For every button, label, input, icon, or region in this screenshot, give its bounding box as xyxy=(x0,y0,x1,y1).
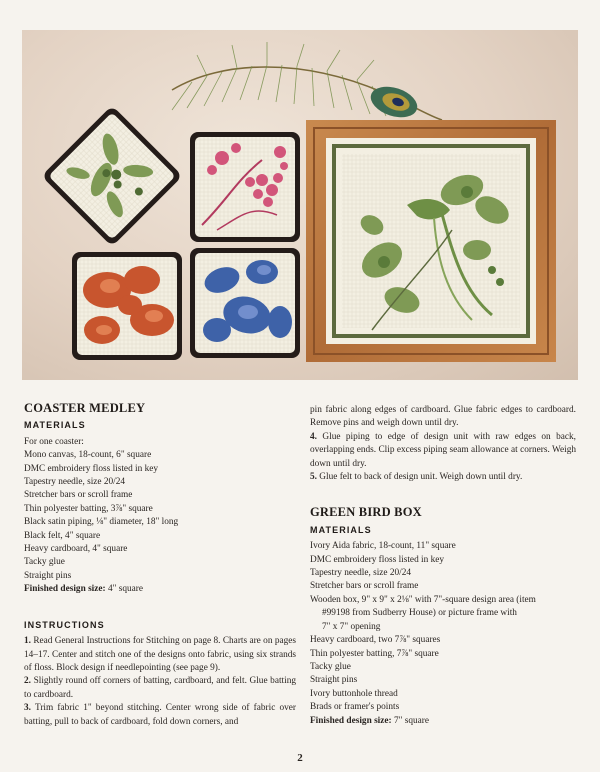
framed-green-bird xyxy=(306,120,556,362)
material-item: Tacky glue xyxy=(24,557,65,568)
instruction-step xyxy=(310,431,576,471)
step-number: 4. xyxy=(310,431,317,442)
green-bird-box-title: GREEN BIRD BOX xyxy=(310,505,422,520)
instruction-continuation: pin fabric along edges of cardboard. Glue fabric edges to cardboard. Remove pins and weigh down until dry. xyxy=(310,405,576,429)
step-text: Read General Instructions for Stitching on page 8. Charts are on pages 14–17. Center and stitch one of the designs onto fabric, using six strands of floss. Block design if needlepointing (see page 9). xyxy=(24,636,296,673)
material-item: DMC embroidery floss listed in key xyxy=(24,463,159,474)
material-item: Ivory buttonhole thread xyxy=(310,688,398,699)
material-item: Ivory Aida fabric, 18-count, 11" square xyxy=(310,541,456,552)
peacock-feather-illustration xyxy=(172,42,442,123)
material-item: Straight pins xyxy=(310,675,358,686)
coaster-pink-flowers xyxy=(190,132,300,242)
material-item: Stretcher bars or scroll frame xyxy=(24,490,133,501)
bird-finished-size xyxy=(310,715,576,728)
material-item: Tapestry needle, size 20/24 xyxy=(24,477,126,488)
step-number: 3. xyxy=(24,703,31,714)
step-number: 5. xyxy=(310,472,317,483)
material-item: Tapestry needle, size 20/24 xyxy=(310,568,412,579)
material-item: Mono canvas, 18-count, 6" square xyxy=(24,450,152,461)
material-item: Tacky glue xyxy=(310,661,351,672)
material-item: Brads or framer's points xyxy=(310,702,400,713)
instruction-step xyxy=(310,471,576,484)
instruction-step xyxy=(24,702,296,729)
material-item: Stretcher bars or scroll frame xyxy=(310,581,419,592)
material-item: Black satin piping, ⅛" diameter, 18" long xyxy=(24,517,179,528)
material-item: #99198 from Sudberry House) or picture frame with xyxy=(322,608,517,619)
bird-materials-list xyxy=(310,540,576,728)
coaster-orange-flowers xyxy=(72,252,182,360)
coaster-green-leaves xyxy=(41,105,182,246)
green-bird-section xyxy=(310,404,576,728)
material-item: Heavy cardboard, two 7⅞" squares xyxy=(310,635,441,646)
material-item: Straight pins xyxy=(24,570,72,581)
coaster-materials-list xyxy=(24,436,296,597)
instruction-step xyxy=(24,675,296,702)
step-number: 2. xyxy=(24,676,31,687)
finished-size-label: Finished design size: xyxy=(310,715,392,726)
material-item: Thin polyester batting, 7⅞" square xyxy=(310,648,439,659)
bird-materials-heading: MATERIALS xyxy=(310,524,372,535)
step-text: Slightly round off corners of batting, cardboard, and felt. Glue batting to cardboard. xyxy=(24,676,296,700)
coaster-materials-heading: MATERIALS xyxy=(24,420,86,431)
coaster-finished-size xyxy=(24,583,296,596)
finished-size-label: Finished design size: xyxy=(24,584,106,595)
finished-size-value: 4" square xyxy=(105,584,143,595)
project-photo-illustration xyxy=(22,30,578,380)
finished-size-value: 7" square xyxy=(391,715,429,726)
instructions-heading: INSTRUCTIONS xyxy=(24,619,105,630)
coaster-blue-flowers xyxy=(190,248,300,358)
material-item: DMC embroidery floss listed in key xyxy=(310,554,445,565)
coaster-medley-title: COASTER MEDLEY xyxy=(24,401,146,415)
project-photo xyxy=(22,30,578,380)
material-item: 7" x 7" opening xyxy=(322,621,381,632)
instruction-step xyxy=(24,635,296,675)
step-text: Glue piping to edge of design unit with raw edges on back, overlapping ends. Clip excess piping seam allowance at corners. Weigh down until dry. xyxy=(310,431,576,469)
step-text: Glue felt to back of design unit. Weigh down until dry. xyxy=(316,472,523,483)
material-item: For one coaster: xyxy=(24,436,84,447)
material-item: Wooden box, 9" x 9" x 2⅛" with 7"-square design area (item xyxy=(310,594,536,605)
material-item: Heavy cardboard, 4" square xyxy=(24,544,128,555)
step-number: 1. xyxy=(24,636,31,647)
coaster-medley-section xyxy=(24,402,296,729)
material-item: Thin polyester batting, 3⅞" square xyxy=(24,503,153,514)
material-item: Black felt, 4" square xyxy=(24,530,101,541)
page-number: 2 xyxy=(297,752,303,764)
step-text: Trim fabric 1" beyond stitching. Center wrong side of fabric over batting, pull to back of cardboard, fold down corners, and xyxy=(24,703,296,727)
